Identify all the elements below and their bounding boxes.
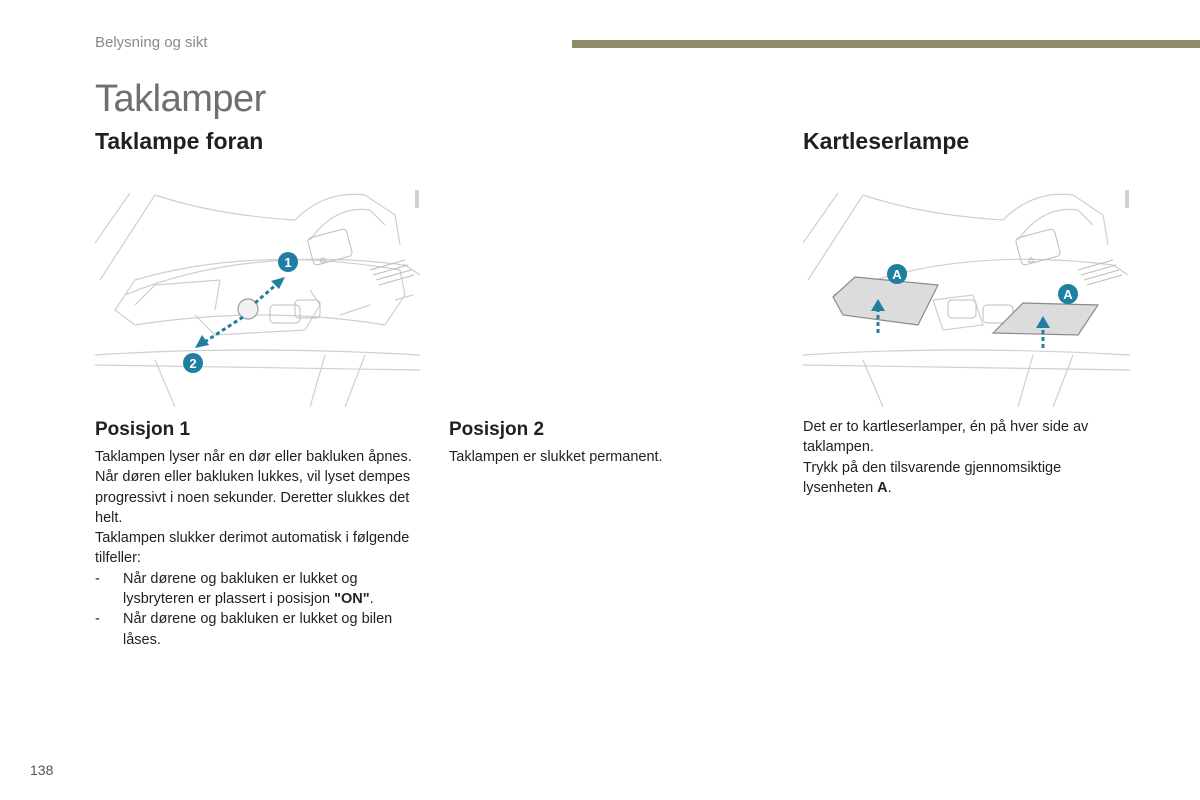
page-number: 138 [30, 762, 54, 778]
header-accent-bar [572, 40, 1200, 48]
bullet-item [95, 609, 415, 650]
bullet-text: Når dørene og bakluken er lukket og bilen låses. [123, 611, 393, 648]
heading-position-1: Posisjon 1 [95, 419, 191, 440]
bullet-item [95, 569, 415, 610]
svg-text:✲: ✲ [1027, 256, 1036, 267]
position-1-paragraph: Taklampen lyser når en dør eller bakluken åpnes. [95, 449, 412, 465]
svg-text:A: A [892, 267, 902, 282]
callout-a-left [887, 264, 907, 284]
bullet-dash: - [95, 611, 100, 628]
section-label: Belysning og sikt [95, 34, 208, 51]
callout-1 [278, 252, 298, 272]
position-2-text [449, 447, 749, 467]
svg-text:A: A [1063, 287, 1073, 302]
page-title: Taklamper [95, 78, 266, 120]
map-lamp-paragraph: Trykk på den tilsvarende gjennomsiktige lysenheten A. [803, 459, 1062, 496]
bullet-text: Når dørene og bakluken er lukket og lysbryteren er plassert i posisjon "ON". [123, 570, 374, 608]
svg-text:2: 2 [189, 356, 197, 371]
callout-a-right [1058, 284, 1078, 304]
map-lamp-text [803, 417, 1123, 498]
map-lamp-paragraph: Det er to kartleserlamper, én på hver side av taklampen. [803, 419, 1089, 456]
front-lamp-illustration [95, 185, 420, 407]
map-lamp-illustration [803, 185, 1130, 407]
bold-on-label: "ON" [334, 591, 370, 608]
heading-front-lamp: Taklampe foran [95, 128, 264, 154]
bullet-dash: - [95, 570, 100, 587]
position-1-paragraph: Når døren eller bakluken lukkes, vil lyset dempes progressivt i noen sekunder. Deretter slukkes det helt. [95, 469, 411, 526]
position-1-paragraph: Taklampen slukker derimot automatisk i følgende tilfeller: [95, 530, 410, 567]
heading-map-lamp: Kartleserlampe [803, 128, 970, 154]
heading-position-2: Posisjon 2 [449, 419, 545, 440]
svg-text:1: 1 [284, 255, 292, 270]
position-2-paragraph: Taklampen er slukket permanent. [449, 449, 663, 465]
svg-text:✲: ✲ [319, 256, 328, 267]
bold-a-label: A [877, 479, 888, 496]
callout-2 [183, 353, 203, 373]
position-1-text [95, 447, 415, 650]
